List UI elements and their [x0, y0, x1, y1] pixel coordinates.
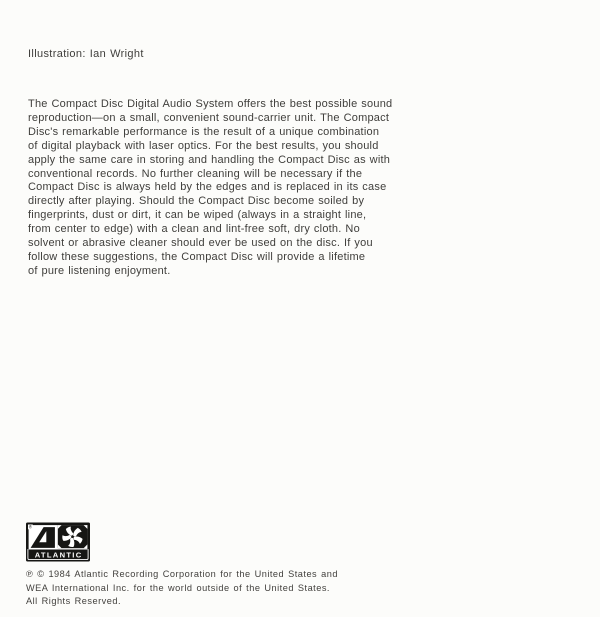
- paragraph-line-4: of digital playback with laser optics. For the best results, you should: [28, 139, 379, 152]
- paragraph-line-12: follow these suggestions, the Compact Disc will provide a lifetime: [28, 250, 366, 263]
- paragraph-line-1: The Compact Disc Digital Audio System offers the best possible sound: [28, 98, 393, 110]
- paragraph-line-11: solvent or abrasive cleaner should ever be used on the disc. If you: [28, 237, 373, 250]
- copyright-line-1: ℗ © 1984 Atlantic Recording Corporation for the United States and: [26, 569, 338, 579]
- paragraph-line-5: apply the same care in storing and handling the Compact Disc as with: [28, 153, 391, 166]
- illustration-credit: Illustration: Ian Wright: [28, 48, 144, 60]
- paragraph-line-6: conventional records. No further cleaning will be necessary if the: [28, 167, 363, 180]
- atlantic-records-logo: [26, 522, 90, 562]
- copyright-line-3: All Rights Reserved.: [26, 596, 122, 606]
- copyright-line-2: WEA International Inc. for the world outside of the United States.: [26, 582, 330, 593]
- svg-text:®: ®: [28, 524, 32, 530]
- compact-disc-care-paragraph: [28, 98, 392, 279]
- copyright-notice: [26, 568, 338, 609]
- paragraph-line-3: Disc's remarkable performance is the result of a unique combination: [28, 125, 380, 138]
- paragraph-line-9: fingerprints, dust or dirt, it can be wiped (always in a straight line,: [28, 209, 367, 222]
- atlantic-logo-icon: [26, 522, 90, 562]
- paragraph-line-8: directly after playing. Should the Compact Disc become soiled by: [28, 195, 365, 208]
- atlantic-disc-icon: [58, 525, 88, 549]
- atlantic-wordmark: ATLANTIC: [34, 550, 83, 560]
- registered-trademark-icon: [28, 524, 33, 529]
- paragraph-line-7: Compact Disc is always held by the edges and is replaced in its case: [28, 181, 387, 194]
- paragraph-line-10: from center to edge) with a clean and lint-free soft, dry cloth. No: [28, 223, 360, 236]
- paragraph-line-2: reproduction—on a small, convenient sound-carrier unit. The Compact: [28, 111, 390, 124]
- paragraph-line-13: of pure listening enjoyment.: [28, 264, 171, 277]
